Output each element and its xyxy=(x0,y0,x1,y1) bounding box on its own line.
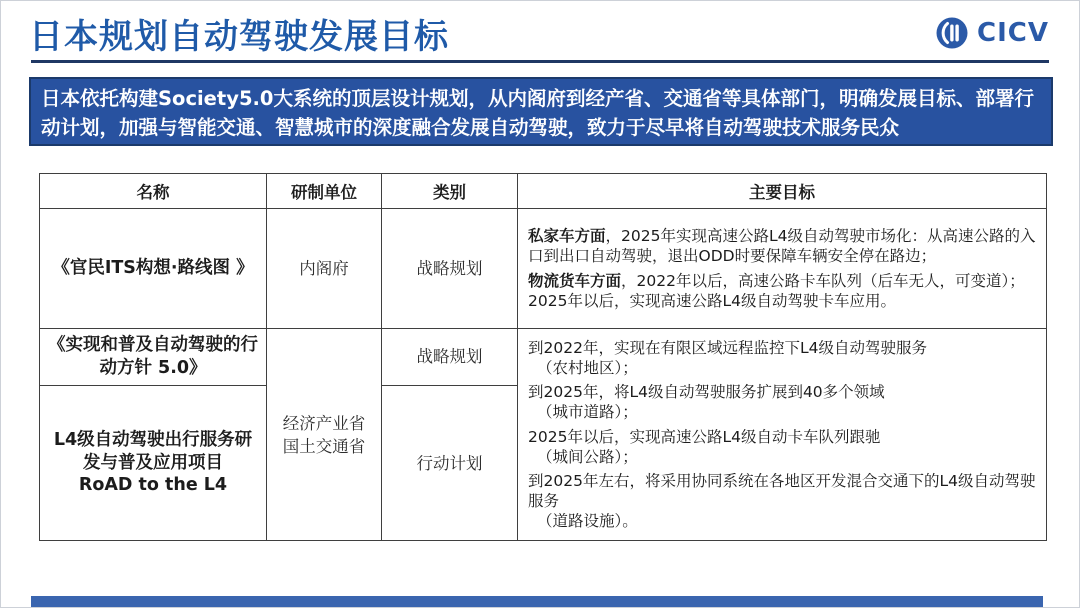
column-header-goals: 主要目标 xyxy=(518,174,1047,209)
table-row-action-policy xyxy=(40,329,1047,386)
column-header-org: 研制单位 xyxy=(267,174,382,209)
cell-goals xyxy=(518,209,1047,329)
cell-plan-name: 《官民ITS构想·路线图 》 xyxy=(40,209,267,329)
plans-table xyxy=(39,173,1047,541)
goal-item: 到2025年，将L4级自动驾驶服务扩展到40多个领域 （城市道路）； xyxy=(528,383,885,422)
goal-item: 2025年以后，实现高速公路L4级自动卡车队列跟驰 （城间公路）； xyxy=(528,427,881,466)
cicv-logo-icon xyxy=(934,15,970,51)
cell-category: 战略规划 xyxy=(382,209,518,329)
cell-org: 内阁府 xyxy=(267,209,382,329)
goal-item: 到2022年，实现在有限区域远程监控下L4级自动驾驶服务 （农村地区）； xyxy=(528,339,927,378)
cell-plan-name: 《实现和普及自动驾驶的行动方针 5.0》 xyxy=(40,329,267,386)
table-header-row xyxy=(40,174,1047,209)
cell-org-merged: 经济产业省 国土交通省 xyxy=(267,329,382,541)
cicv-logo xyxy=(934,15,1049,51)
goal-private-cars: 私家车方面，2025年实现高速公路L4级自动驾驶市场化：从高速公路的入口到出口自动驾驶，退出ODD时要保障车辆安全停在路边； xyxy=(528,227,1036,266)
column-header-category: 类别 xyxy=(382,174,518,209)
footer-accent-bar xyxy=(31,596,1043,607)
cell-goals-merged xyxy=(518,329,1047,541)
cell-category: 战略规划 xyxy=(382,329,518,386)
cicv-logo-text: CICV xyxy=(977,18,1049,48)
title-divider xyxy=(31,60,1049,63)
goal-item: 到2025年左右，将采用协同系统在各地区开发混合交通下的L4级自动驾驶服务 （道路设施）。 xyxy=(528,471,1036,531)
column-header-name: 名称 xyxy=(40,174,267,209)
page-title: 日本规划自动驾驶发展目标 xyxy=(29,17,449,57)
cell-plan-name: L4级自动驾驶出行服务研发与普及应用项目 RoAD to the L4 xyxy=(40,385,267,540)
cell-category: 行动计划 xyxy=(382,385,518,540)
goal-logistics-trucks: 物流货车方面，2022年以后，高速公路卡车队列（后车无人，可变道）；2025年以后，实现高速公路L4级自动驾驶卡车应用。 xyxy=(528,271,1025,310)
table-row-its-roadmap xyxy=(40,209,1047,329)
summary-banner: 日本依托构建Society5.0大系统的顶层设计规划，从内阁府到经产省、交通省等具体部门，明确发展目标、部署行动计划，加强与智能交通、智慧城市的深度融合发展自动驾驶，致力于尽早将自动驾驶技术服务民众 xyxy=(29,77,1053,146)
